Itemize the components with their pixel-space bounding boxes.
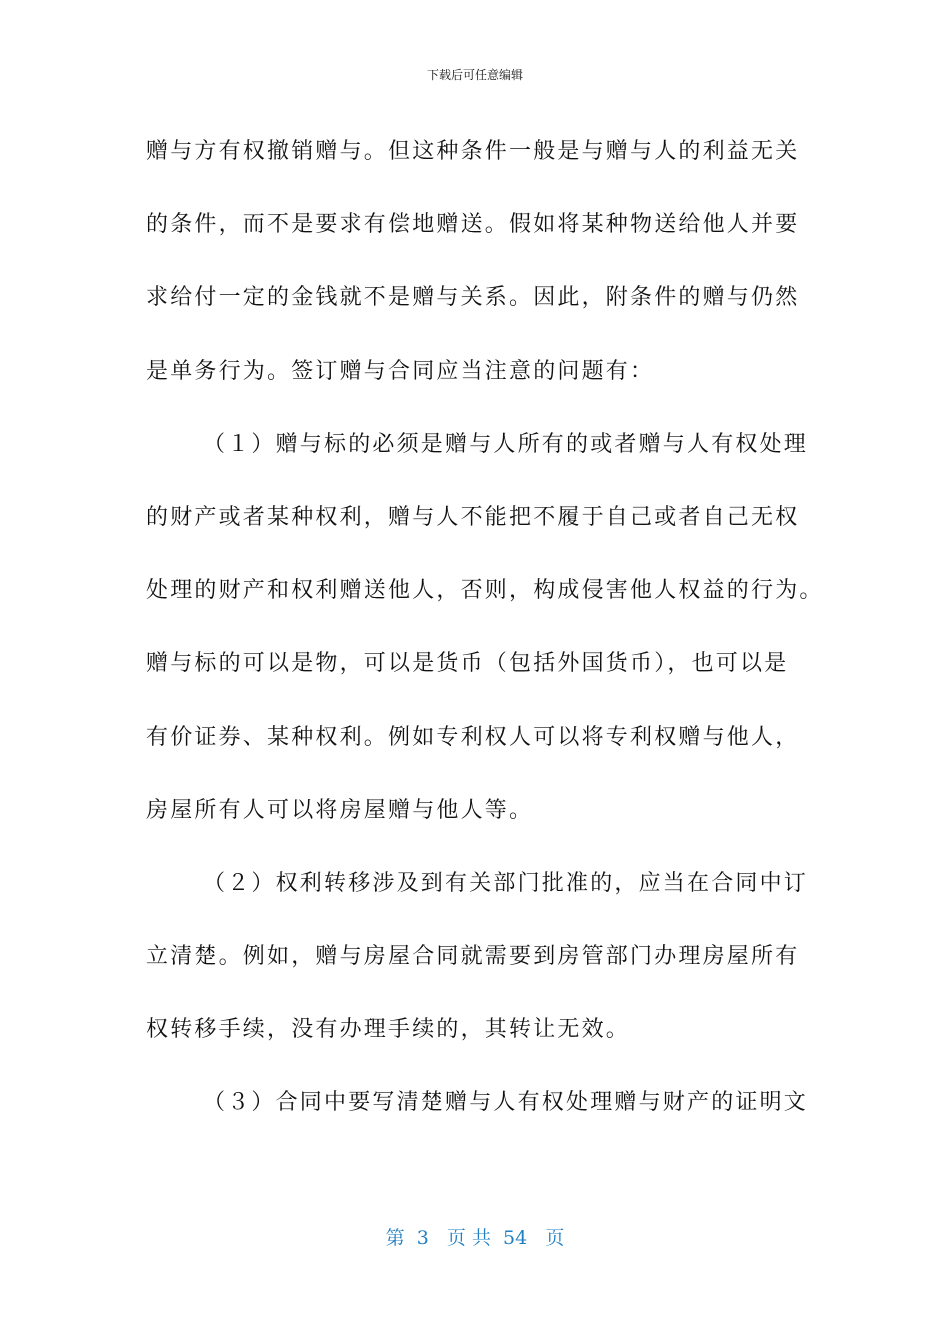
body-line: 的条件，而不是要求有偿地赠送。假如将某种物送给他人并要: [146, 212, 800, 238]
body-line: 房屋所有人可以将房屋赠与他人等。: [146, 797, 534, 823]
body-line: 有价证券、某种权利。例如专利权人可以将专利权赠与他人，: [146, 724, 800, 750]
body-line-indented: （１）赠与标的必须是赠与人所有的或者赠与人有权处理: [203, 431, 809, 457]
page-footer: 第 3 页 共 54 页: [385, 1227, 565, 1249]
document-body: [146, 115, 826, 1140]
page-header: 下载后可任意编辑: [426, 68, 523, 82]
body-line: 赠与标的可以是物，可以是货币（包括外国货币），也可以是: [146, 651, 789, 677]
body-line: 立清楚。例如，赠与房屋合同就需要到房管部门办理房屋所有: [146, 944, 800, 970]
body-line: 赠与方有权撤销赠与。但这种条件一般是与赠与人的利益无关: [146, 139, 800, 164]
body-line: 求给付一定的金钱就不是赠与关系。因此，附条件的赠与仍然: [146, 285, 800, 311]
body-line-indented: （３）合同中要写清楚赠与人有权处理赠与财产的证明文: [203, 1090, 809, 1116]
body-line: 处理的财产和权利赠送他人，否则，构成侵害他人权益的行为。: [146, 578, 824, 604]
body-line: 是单务行为。签订赠与合同应当注意的问题有：: [146, 358, 655, 384]
body-line: 的财产或者某种权利，赠与人不能把不履于自己或者自己无权: [146, 504, 800, 530]
body-line: 权转移手续，没有办理手续的，其转让无效。: [146, 1017, 631, 1043]
body-line-indented: （２）权利转移涉及到有关部门批准的，应当在合同中订: [203, 870, 809, 896]
